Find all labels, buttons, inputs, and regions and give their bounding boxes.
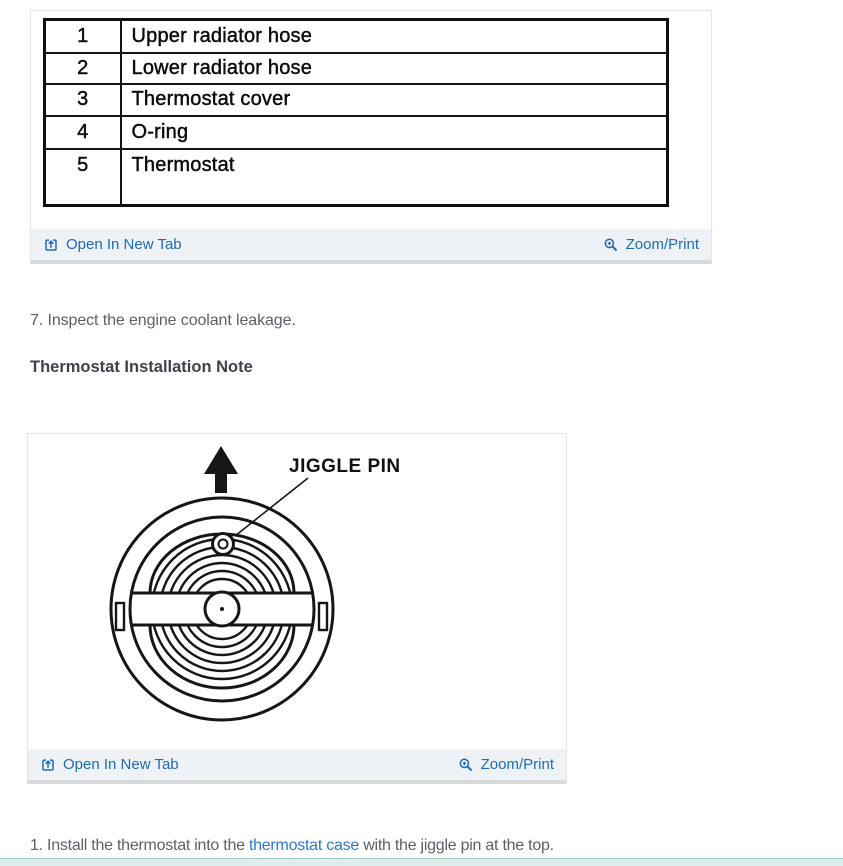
next-section-edge bbox=[0, 858, 843, 866]
thermostat-drawing bbox=[28, 434, 566, 749]
thermostat-installation-note-heading: Thermostat Installation Note bbox=[30, 358, 253, 376]
part-number: 5 bbox=[45, 149, 121, 206]
open-in-new-tab-label: Open In New Tab bbox=[66, 236, 182, 253]
parts-table-scan bbox=[31, 11, 711, 229]
zoom-print-label: Zoom/Print bbox=[480, 756, 554, 773]
part-number: 1 bbox=[45, 20, 121, 53]
right-tab bbox=[319, 603, 327, 630]
table-row bbox=[45, 53, 668, 84]
figure-toolbar bbox=[28, 749, 566, 780]
jiggle-pin-circle bbox=[213, 534, 234, 555]
parts-table-figure bbox=[30, 10, 712, 264]
parts-table bbox=[43, 18, 669, 207]
center-pin bbox=[220, 607, 224, 611]
zoom-magnifier-icon bbox=[458, 757, 474, 773]
open-in-new-tab-icon bbox=[43, 237, 59, 253]
part-desc: Lower radiator hose bbox=[121, 53, 668, 84]
open-in-new-tab-label: Open In New Tab bbox=[63, 756, 179, 773]
zoom-print-link[interactable] bbox=[458, 756, 554, 773]
left-tab bbox=[116, 603, 124, 630]
step-1-prefix: 1. Install the thermostat into the bbox=[30, 837, 249, 854]
parts-table-body bbox=[45, 20, 668, 206]
scanned-image bbox=[31, 11, 711, 207]
part-number: 4 bbox=[45, 116, 121, 149]
open-in-new-tab-link[interactable] bbox=[40, 756, 179, 773]
thermostat-diagram-scan bbox=[28, 434, 566, 749]
part-number: 3 bbox=[45, 84, 121, 116]
up-arrow-icon bbox=[204, 446, 238, 493]
figure-toolbar bbox=[31, 229, 711, 260]
thermostat-diagram-figure bbox=[27, 433, 567, 784]
zoom-magnifier-icon bbox=[603, 237, 619, 253]
part-desc: Thermostat cover bbox=[121, 84, 668, 116]
zoom-print-label: Zoom/Print bbox=[625, 236, 699, 253]
table-row bbox=[45, 116, 668, 149]
part-desc: Thermostat bbox=[121, 149, 668, 206]
jiggle-pin-label: JIGGLE PIN bbox=[289, 456, 401, 477]
part-desc: O-ring bbox=[121, 116, 668, 149]
step-1-suffix: with the jiggle pin at the top. bbox=[359, 837, 554, 854]
thermostat-case-link[interactable]: thermostat case bbox=[248, 837, 360, 854]
zoom-print-link[interactable] bbox=[603, 236, 699, 253]
step-1-text bbox=[30, 835, 554, 857]
open-in-new-tab-link[interactable] bbox=[43, 236, 182, 253]
open-in-new-tab-icon bbox=[40, 757, 56, 773]
part-number: 2 bbox=[45, 53, 121, 84]
table-row bbox=[45, 149, 668, 206]
table-row bbox=[45, 20, 668, 53]
table-row bbox=[45, 84, 668, 116]
part-desc: Upper radiator hose bbox=[121, 20, 668, 53]
step-7-text: 7. Inspect the engine coolant leakage. bbox=[30, 312, 296, 329]
